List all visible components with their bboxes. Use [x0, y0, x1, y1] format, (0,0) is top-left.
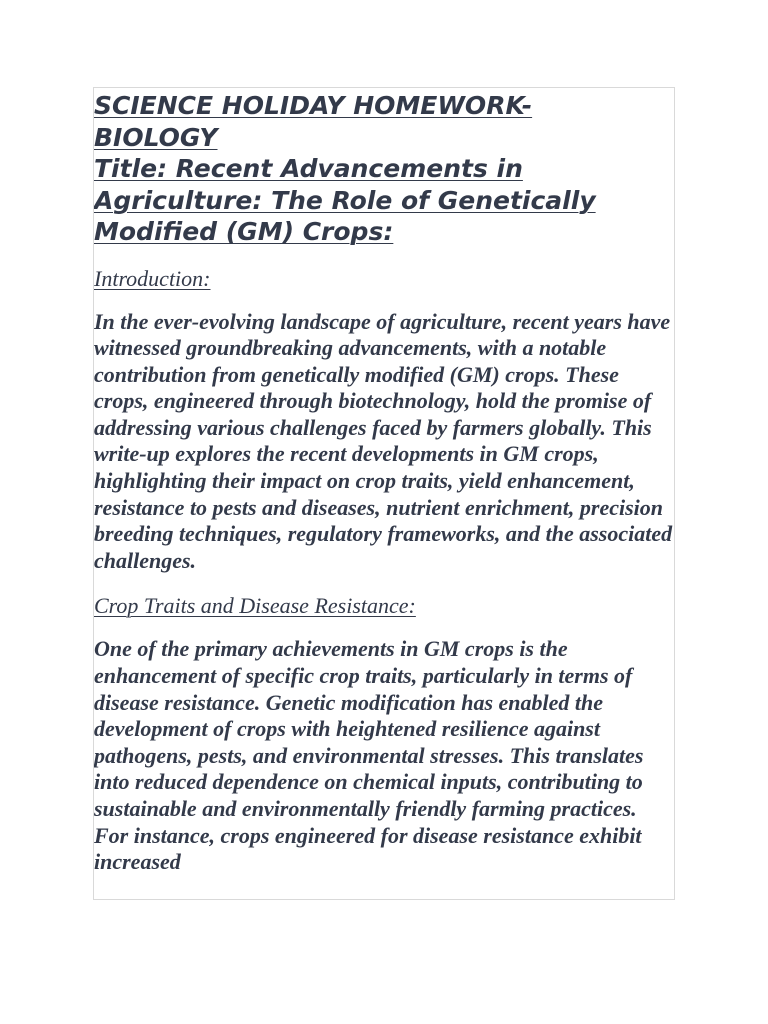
document-content	[94, 90, 675, 876]
document-title	[94, 90, 675, 248]
title-line-2: BIOLOGY	[94, 122, 218, 152]
section-body-introduction: In the ever-evolving landscape of agriculture, recent years have witnessed groundbreaking advancements, with a notable contribution from genetically modified (GM) crops. These crops, engineered through biotechnology, hold the promise of addressing various challenges faced by farmers globally. This write-up explores the recent developments in GM crops, highlighting their impact on crop traits, yield enhancement, resistance to pests and diseases, nutrient enrichment, precision breeding techniques, regulatory frameworks, and the associated challenges.	[94, 308, 673, 573]
section-heading-crop-traits: Crop Traits and Disease Resistance:	[94, 593, 416, 619]
section-body-crop-traits: One of the primary achievements in GM crops is the enhancement of specific crop traits, particularly in terms of disease resistance. Genetic modification has enabled the development of crops with heightened resilience against pathogens, pests, and environmental stresses. This translates into reduced dependence on chemical inputs, contributing to sustainable and environmentally friendly farming practices. For instance, crops engineered for disease resistance exhibit increased	[94, 636, 644, 875]
section-heading-introduction: Introduction:	[94, 265, 211, 291]
title-line-5: Modified (GM) Crops:	[94, 217, 394, 246]
title-line-3: Title: Recent Advancements in	[94, 154, 523, 183]
title-line-4: Agriculture: The Role of Genetically	[94, 185, 596, 215]
title-line-1: SCIENCE HOLIDAY HOMEWORK-	[94, 91, 533, 120]
document-page	[93, 87, 675, 900]
